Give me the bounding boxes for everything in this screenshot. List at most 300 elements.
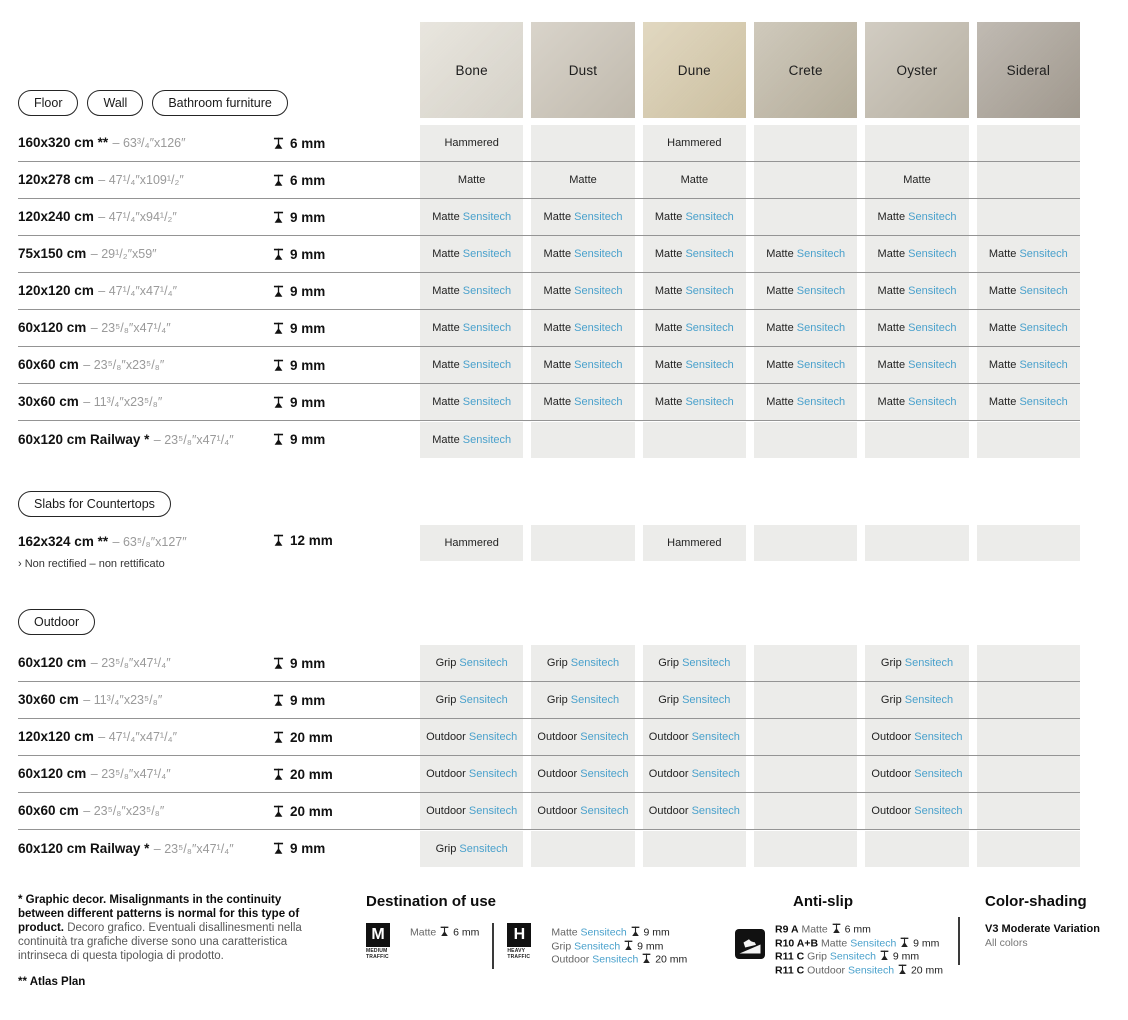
size-row-60x120-cm [18,310,1080,347]
legend-line: Matte 6 mm [410,926,480,939]
thickness-icon [897,964,908,975]
finish-cell [420,793,523,829]
finish-label: Outdoor [537,805,578,817]
finish-cell [643,793,746,829]
legend-line: Outdoor Sensitech 20 mm [551,953,688,966]
thickness: 9 mm [272,693,412,708]
traffic-letter: H [507,923,531,947]
finish-label: Matte [432,211,460,223]
finish-label: Grip [880,694,902,706]
traffic-group-h [507,923,687,967]
finish-label: Matte [821,937,848,949]
finish-cell [865,682,968,718]
finish-cell [977,273,1080,309]
sensitech-link[interactable]: Sensitech [574,285,623,297]
finish-label: Outdoor [426,768,466,780]
sensitech-link[interactable]: Sensitech [570,694,620,706]
size-inches: – 47¹/₄″x47¹/₄″ [98,730,178,744]
thickness-icon [272,805,285,818]
size-row-120x120-cm [18,719,1080,756]
sensitech-link[interactable]: Sensitech [908,248,957,260]
finish-label: Matte [654,359,683,371]
size-inches: – 23⁵/₈″x47¹/₄″ [153,432,234,447]
sensitech-link[interactable]: Sensitech [459,842,508,855]
finish-cell [865,384,968,420]
finish-cell [531,525,634,561]
color-name: Sideral [1006,62,1051,78]
sensitech-link[interactable]: Sensitech [462,211,512,223]
thickness: 9 mm [272,432,412,447]
legend-footer [18,893,1110,1013]
finish-label: Matte [766,322,794,334]
finish-cell [531,756,634,792]
sensitech-link[interactable]: Sensitech [574,940,621,952]
finish-cell [977,384,1080,420]
sensitech-link[interactable]: Sensitech [685,211,734,223]
size-row-60x120-cm [18,756,1080,793]
sensitech-link[interactable]: Sensitech [462,285,512,297]
color-name: Bone [455,62,488,78]
anti-slip-line: R11 C Outdoor Sensitech 20 mm [775,964,944,976]
finish-cell [977,831,1080,867]
sensitech-link[interactable]: Sensitech [796,396,846,408]
size-name: 162x324 cm ** [18,534,109,549]
size-label [18,393,264,411]
finish-label: Matte [766,359,794,371]
finish-label: Matte [988,248,1017,260]
color-shading-sub: All colors [985,937,1028,949]
finish-cell [977,310,1080,346]
finish-label: Outdoor [426,731,466,743]
finish-cell [420,310,523,346]
size-inches: – 63³/₄″x126″ [112,136,186,150]
finish-cell [643,756,746,792]
sensitech-link[interactable]: Sensitech [580,805,629,817]
color-swatch-sideral[interactable] [977,22,1080,118]
finish-label: Hammered [667,137,722,149]
finish-cell [643,719,746,755]
size-label [18,282,264,300]
color-shading-value: V3 Moderate Variation [985,923,1100,935]
finish-cell [977,199,1080,235]
sensitech-link[interactable]: Sensitech [685,359,734,371]
finish-label: Matte [903,174,931,186]
finish-label: Matte [543,396,572,408]
sensitech-link[interactable]: Sensitech [468,731,518,743]
sensitech-link[interactable]: Sensitech [1019,285,1068,297]
traffic-label: MEDIUM TRAFFIC [366,948,389,960]
sensitech-link[interactable]: Sensitech [904,657,954,669]
thickness-icon [630,926,641,937]
thickness-icon [272,731,285,744]
finish-label: Matte [551,926,578,939]
finish-label: Grip [546,657,568,669]
footnote-atlas-plan: ** Atlas Plan [18,976,86,988]
anti-slip-title: Anti-slip [793,893,853,910]
finish-cell [754,422,857,458]
finish-label: Hammered [444,137,499,149]
slip-rating: R11 C [775,964,805,976]
thickness-icon [272,433,285,446]
filter-pill-bathroom-furniture[interactable]: Bathroom furniture [152,90,288,116]
finish-label: Matte [654,248,683,260]
sensitech-link[interactable]: Sensitech [908,322,957,334]
filter-pill-floor[interactable]: Floor [18,90,78,116]
finish-label: Grip [658,694,680,706]
thickness: 20 mm [272,767,412,782]
finish-label: Outdoor [807,964,846,976]
size-label [18,654,264,672]
finish-label: Matte [432,359,460,371]
sensitech-link[interactable]: Sensitech [574,211,623,223]
finish-cell [754,347,857,383]
finish-cell [643,273,746,309]
size-name: 60x60 cm [18,803,79,818]
size-name: 60x60 cm [18,357,79,372]
thickness-icon [272,248,285,261]
size-row-60x120-cm-railway [18,830,1080,867]
finish-cell [643,525,746,561]
size-name: 75x150 cm [18,246,87,261]
thickness-icon [272,137,285,150]
finish-cell [420,525,523,561]
finish-label: Grip [435,842,457,855]
anti-slip-line: R10 A+B Matte Sensitech 9 mm [775,937,940,949]
sensitech-link[interactable]: Sensitech [685,248,734,260]
sensitech-link[interactable]: Sensitech [1019,322,1068,334]
size-inches: – 23⁵/₈″x47¹/₄″ [153,841,234,856]
sensitech-link[interactable]: Sensitech [682,694,731,706]
finish-label: Grip [880,657,902,669]
size-name: 160x320 cm ** [18,135,109,150]
finish-label: Matte [654,285,683,297]
sensitech-link[interactable]: Sensitech [462,396,512,408]
size-name: 30x60 cm [18,692,79,707]
sensitech-link[interactable]: Sensitech [914,805,963,817]
legend-line: Matte Sensitech 9 mm [551,926,670,939]
traffic-label: HEAVY TRAFFIC [507,948,531,960]
finish-cell [420,645,523,681]
thickness-icon [439,926,450,937]
finish-cell [643,310,746,346]
sensitech-link[interactable]: Sensitech [459,657,508,669]
finish-label: Outdoor [537,768,578,780]
finish-cell [643,831,746,867]
sensitech-link[interactable]: Sensitech [580,731,629,743]
finish-cell [865,719,968,755]
traffic-letter: M [366,923,390,947]
legend-line: Grip Sensitech 9 mm [551,940,664,952]
footnote [18,893,314,989]
finish-label: Matte [543,359,572,371]
finish-cell [420,682,523,718]
thickness: 9 mm [272,210,412,225]
size-label [18,802,264,820]
size-label [18,840,264,858]
sensitech-link[interactable]: Sensitech [829,950,876,963]
size-row-60x60-cm [18,347,1080,384]
finish-label: Matte [988,396,1017,408]
size-name: 120x120 cm [18,283,94,298]
finish-cell [531,236,634,272]
sensitech-link[interactable]: Sensitech [685,285,734,297]
finish-cell [754,756,857,792]
finish-label: Outdoor [648,768,689,780]
thickness-icon [272,174,285,187]
finish-cell [531,719,634,755]
thickness: 6 mm [272,173,412,188]
destination-of-use-legend [348,893,728,969]
finish-cell [643,236,746,272]
finish-cell [420,422,523,458]
sensitech-link[interactable]: Sensitech [847,964,895,976]
sensitech-link[interactable]: Sensitech [462,433,512,446]
finish-cell [643,645,746,681]
thickness: 9 mm [272,284,412,299]
sensitech-link[interactable]: Sensitech [796,359,846,371]
sensitech-link[interactable]: Sensitech [459,694,508,706]
sensitech-link[interactable]: Sensitech [1019,359,1068,371]
finish-cell [865,125,968,161]
finish-cell [977,236,1080,272]
thickness: 12 mm [272,524,412,548]
sensitech-link[interactable]: Sensitech [592,953,639,966]
sensitech-link[interactable]: Sensitech [1019,396,1068,408]
finish-label: Matte [877,359,906,371]
finish-cell [865,645,968,681]
size-name: 30x60 cm [18,394,79,409]
section-pill-slabs-for-countertops: Slabs for Countertops [18,491,171,517]
thickness: 20 mm [272,804,412,819]
sensitech-link[interactable]: Sensitech [580,768,629,780]
color-name: Oyster [896,62,938,78]
size-label [18,431,264,449]
destination-of-use-title: Destination of use [366,893,497,910]
finish-cell [420,719,523,755]
sensitech-link[interactable]: Sensitech [685,396,734,408]
finish-label: Grip [435,657,457,669]
finish-cell [865,273,968,309]
sensitech-link[interactable]: Sensitech [908,211,957,223]
finish-label: Grip [546,694,568,706]
sensitech-link[interactable]: Sensitech [914,768,963,780]
finish-cell [531,384,634,420]
size-label [18,208,264,226]
size-label [18,134,264,152]
thickness: 9 mm [272,247,412,262]
size-inches: – 11³/₄″x23⁵/₈″ [83,693,163,707]
size-inches: – 23⁵/₈″x47¹/₄″ [90,656,171,670]
slip-rating: R10 A+B [775,937,819,949]
color-shading-title: Color-shading [985,893,1087,910]
size-inches: – 23⁵/₈″x47¹/₄″ [90,321,171,335]
finish-label: Matte [680,174,709,186]
color-swatch-bone[interactable] [420,22,523,118]
thickness: 9 mm [272,656,412,671]
size-name: 60x120 cm [18,320,87,335]
sensitech-link[interactable]: Sensitech [691,731,740,743]
finish-cell [531,347,634,383]
sensitech-link[interactable]: Sensitech [796,285,846,297]
color-swatch-dust[interactable] [531,22,634,118]
thickness-icon [272,842,285,855]
thickness-icon [899,937,910,948]
thickness-icon [879,950,890,961]
finish-cell [420,756,523,792]
finish-cell [754,645,857,681]
finish-cell [977,793,1080,829]
thickness-icon [272,285,285,298]
finish-label: Grip [551,940,572,952]
sensitech-link[interactable]: Sensitech [462,322,512,334]
finish-label: Outdoor [871,768,912,780]
size-inches: – 47¹/₄″x94¹/₂″ [98,210,177,224]
size-label [18,691,264,709]
color-name: Dust [568,62,598,78]
finish-cell [977,347,1080,383]
finish-cell [754,236,857,272]
size-inches: – 23⁵/₈″x47¹/₄″ [90,767,171,781]
finish-label: Matte [766,248,794,260]
size-row-60x120-cm [18,645,1080,682]
finish-cell [420,384,523,420]
sensitech-link[interactable]: Sensitech [685,322,734,334]
finish-cell [754,682,857,718]
filter-pill-wall[interactable]: Wall [87,90,143,116]
size-note: › Non rectified – non rettificato [18,558,165,570]
finish-cell [420,347,523,383]
size-label [18,245,264,263]
finish-cell [977,682,1080,718]
section-pill-outdoor: Outdoor [18,609,95,635]
sensitech-link[interactable]: Sensitech [580,926,627,939]
finish-cell [865,831,968,867]
finish-label: Outdoor [871,805,912,817]
size-row-120x120-cm [18,273,1080,310]
finish-label: Matte [654,211,683,223]
sensitech-link[interactable]: Sensitech [574,248,623,260]
finish-label: Matte [432,433,460,446]
thickness-icon [641,953,652,964]
footnote-en: * Graphic decor. Misalignmants in the continuity between different patterns is normal for this type of product. [18,894,300,934]
finish-cell [531,682,634,718]
sensitech-link[interactable]: Sensitech [462,248,512,260]
sensitech-link[interactable]: Sensitech [462,359,512,371]
filter-pills [18,90,288,116]
anti-slip-legend [735,893,965,977]
size-inches: – 47¹/₄″x47¹/₄″ [98,284,178,298]
finish-label: Matte [801,923,828,936]
finish-label: Matte [877,322,906,334]
sensitech-link[interactable]: Sensitech [850,937,897,949]
finish-label: Matte [766,285,794,297]
finish-cell [977,525,1080,561]
finish-cell [420,831,523,867]
finish-cell [977,719,1080,755]
size-label [18,319,264,337]
finish-label: Matte [988,322,1017,334]
finish-label: Matte [432,248,460,260]
size-row-60x120-cm-railway [18,421,1080,458]
size-row-60x60-cm [18,793,1080,830]
finish-label: Matte [766,396,794,408]
finish-label: Outdoor [551,953,590,966]
sensitech-link[interactable]: Sensitech [1019,248,1068,260]
finish-cell [531,162,634,198]
finish-cell [643,199,746,235]
finish-cell [643,422,746,458]
traffic-badge [507,923,541,967]
finish-cell [865,756,968,792]
finish-label: Matte [410,926,437,939]
color-name: Dune [677,62,711,78]
finish-cell [977,645,1080,681]
size-inches: – 29¹/₂″x59″ [90,247,157,261]
legend-divider [492,923,494,969]
size-name: 120x278 cm [18,172,94,187]
finish-label: Matte [877,285,906,297]
finish-cell [531,125,634,161]
slip-rating: R9 A [775,923,799,936]
sensitech-link[interactable]: Sensitech [468,768,518,780]
finish-label: Matte [877,396,906,408]
sensitech-link[interactable]: Sensitech [914,731,963,743]
sensitech-link[interactable]: Sensitech [908,396,957,408]
finish-cell [531,273,634,309]
sensitech-link[interactable]: Sensitech [570,657,620,669]
size-row-30x60-cm [18,384,1080,421]
footnote-it: Decoro grafico. Eventuali disallinesmenti nella continuità tra grafiche diverse sono una caratteristica intrinseca di questa tipologia di prodotto. [18,922,302,962]
finish-cell [531,831,634,867]
sensitech-link[interactable]: Sensitech [468,805,518,817]
anti-slip-line: R11 C Grip Sensitech 9 mm [775,950,920,963]
sensitech-link[interactable]: Sensitech [682,657,731,669]
sensitech-link[interactable]: Sensitech [574,359,623,371]
sensitech-link[interactable]: Sensitech [574,322,623,334]
sensitech-link[interactable]: Sensitech [691,805,740,817]
color-swatch-crete[interactable] [754,22,857,118]
thickness-icon [272,322,285,335]
finish-label: Matte [543,248,572,260]
finish-cell [754,793,857,829]
color-swatch-dune[interactable] [643,22,746,118]
finish-label: Outdoor [537,731,578,743]
thickness: 9 mm [272,395,412,410]
size-inches: – 63⁵/₈″x127″ [112,535,187,549]
finish-cell [865,347,968,383]
finish-cell [754,273,857,309]
sensitech-link[interactable]: Sensitech [691,768,740,780]
color-swatch-oyster[interactable] [865,22,968,118]
size-name: 60x120 cm [18,766,87,781]
finish-cell [420,273,523,309]
sensitech-link[interactable]: Sensitech [796,248,846,260]
finish-cell [531,199,634,235]
finish-label: Grip [435,694,457,706]
finish-cell [420,236,523,272]
sensitech-link[interactable]: Sensitech [796,322,846,334]
sensitech-link[interactable]: Sensitech [908,285,957,297]
sensitech-link[interactable]: Sensitech [574,396,623,408]
finish-label: Grip [807,950,827,963]
sensitech-link[interactable]: Sensitech [904,694,954,706]
size-label [18,356,264,374]
thickness-icon [623,940,634,951]
size-name: 60x120 cm Railway * [18,840,150,856]
sensitech-link[interactable]: Sensitech [908,359,957,371]
slip-rating: R11 C [775,950,805,963]
finish-cell [754,525,857,561]
